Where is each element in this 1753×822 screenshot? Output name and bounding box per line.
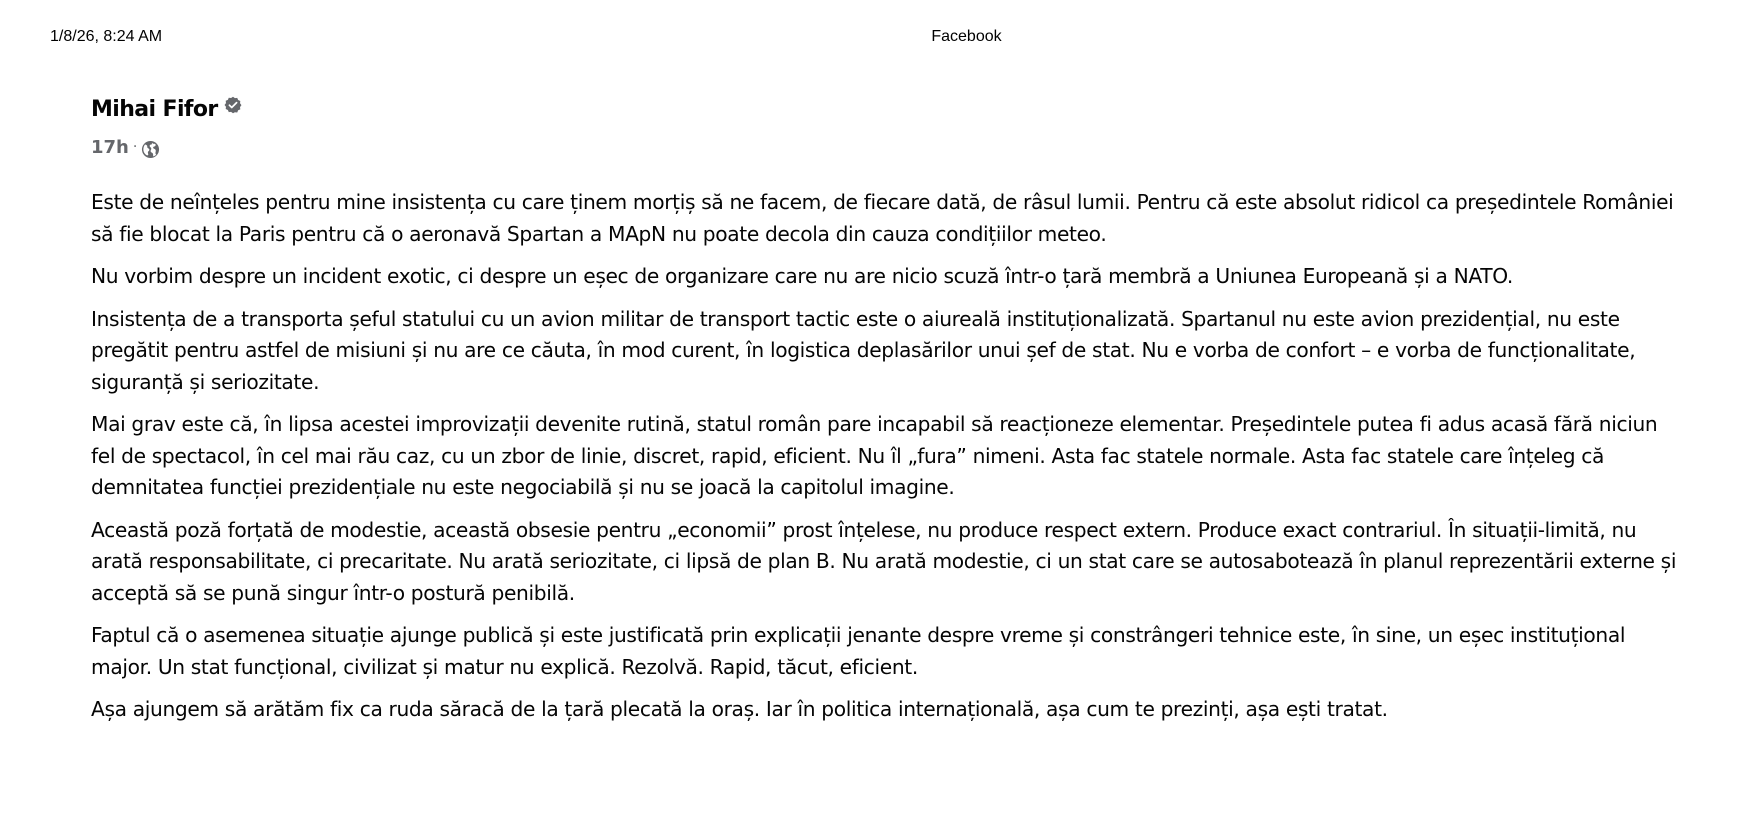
author-name[interactable]: Mihai Fifor [91,97,218,122]
post-paragraph: Nu vorbim despre un incident exotic, ci despre un eșec de organizare care nu are nicio scuză într-o țară membră a Uniunea Europeană și a NATO. [91,264,1514,288]
facebook-post [91,92,1681,737]
print-page-title: Facebook [931,28,1002,45]
post-paragraph: Insistența de a transporta șeful statului cu un avion militar de transport tactic este o aiureală instituționalizată. Spartanul nu este avion prezidențial, nu este pregătit pentru astfel de misiuni și nu are ce căuta, în mod curent, în logistica deplasărilor unui șef de stat. Nu e vorba de confort – e vorba de funcționalitate, siguranță și seriozitate. [91,306,1636,394]
post-paragraph: Mai grav este că, în lipsa acestei improvizații devenite rutină, statul român pare incapabil să reacționeze elementar. Președintele putea fi adus acasă fără niciun fel de spectacol, în cel mai rău caz, cu un zbor de linie, discret, rapid, eficient. Nu îl „fura” nimeni. Asta fac statele normale. Asta fac statele care înțeleg că demnitatea funcției prezidențiale nu este negociabilă și nu se joacă la capitolul imagine. [91,412,1658,499]
print-datetime: 1/8/26, 8:24 AM [50,28,163,45]
globe-icon[interactable] [141,140,160,159]
meta-separator: · [132,139,138,155]
post-header [91,92,1681,128]
post-paragraph: Este de neînțeles pentru mine insistența cu care ținem morțiș să ne facem, de fiecare dată, de râsul lumii. Pentru că este absolut ridicol ca președintele României să fie blocat la Paris pentru că o aeronavă Spartan a MApN nu poate decola din cauza condițiilor meteo. [91,190,1674,246]
post-paragraph: Faptul că o asemenea situație ajunge publică și este justificată prin explicații jenante despre vreme și constrângeri tehnice este, în sine, un eșec instituțional major. Un stat funcțional, civilizat și matur nu explică. Rezolvă. Rapid, tăcut, eficient. [91,623,1626,679]
post-paragraph: Așa ajungem să arătăm fix ca ruda săracă de la țară plecată la oraș. Iar în politica internațională, așa cum te prezinți, așa ești tratat. [91,697,1388,721]
verified-badge-icon [224,96,242,114]
post-body [91,187,1681,726]
post-paragraph: Această poză forțată de modestie, această obsesie pentru „economii” prost înțelese, nu produce respect extern. Produce exact contrariul. În situații-limită, nu arată responsabilitate, ci precaritate. Nu arată seriozitate, ci lipsă de plan B. Nu arată modestie, ci un stat care se autosabotează în planul reprezentării externe și acceptă să se pună singur într-o postură penibilă. [91,517,1677,605]
post-meta [91,134,1681,160]
print-header [0,28,1753,48]
post-timestamp[interactable]: 17h [91,136,129,158]
